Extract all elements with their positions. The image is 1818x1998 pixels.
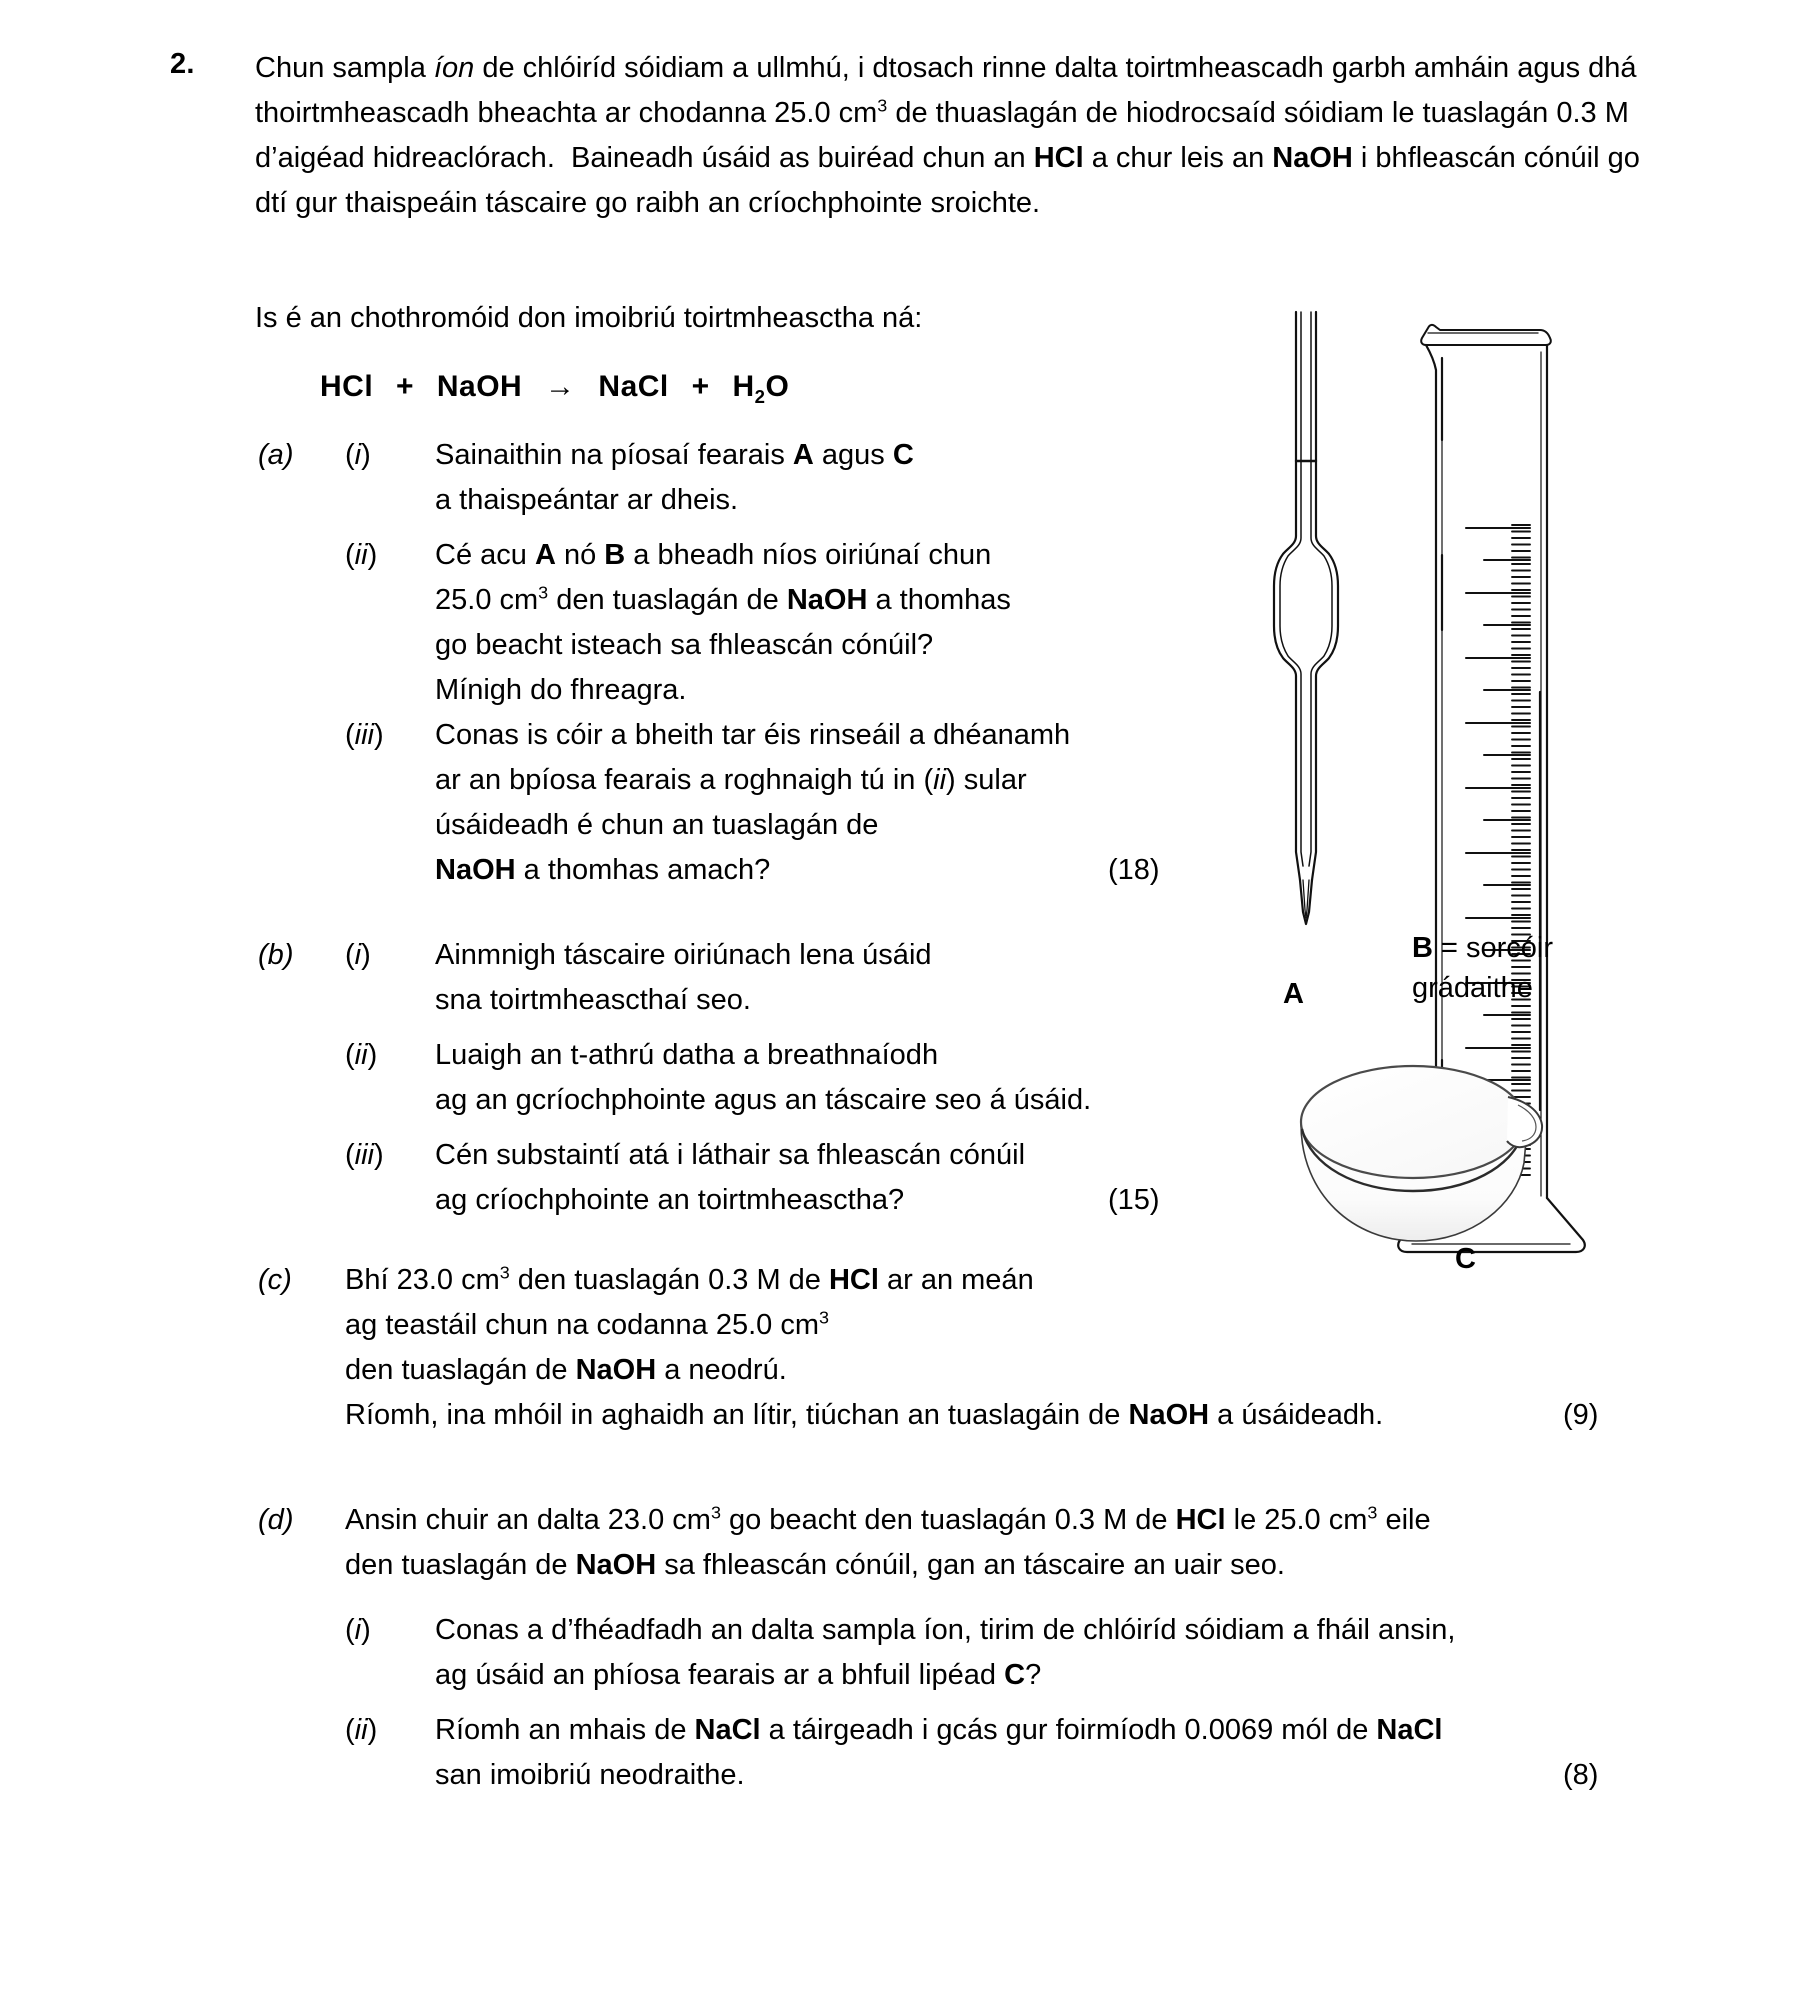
part-a-iii-text: Conas is cóir a bheith tar éis rinseáil a dhéanamh ar an bpíosa fearais a roghnaigh tú in (ii) sular úsáideadh é chun an tuaslagán de NaOH a thomhas amach? (435, 719, 1071, 886)
part-b-i-text: Ainmnigh táscaire oiriúnach lena úsáid sna toirtmheascthaí seo. (435, 939, 932, 1016)
part-d-ii-label: (ii) (345, 1714, 378, 1746)
part-d-i-text: Conas a d’fhéadfadh an dalta sampla íon, tirim de chlóiríd sóidiam a fháil ansin, ag úsáid an phíosa fearais ar a bhfuil lipéad C? (435, 1614, 1456, 1691)
label-b: B = sorcóir grádaithe (1412, 932, 1554, 1004)
part-b-iii-text: Cén substaintí atá i láthair sa fhleascán cónúil ag críochphointe an toirtmheasctha? (435, 1139, 1026, 1216)
apparatus-diagrams (1250, 300, 1610, 1300)
part-a-ii-text: Cé acu A nó B a bheadh níos oiriúnaí chun 25.0 $cm^3$ den tuaslagán de NaOH a thomhas go beacht isteach sa fhleascán cónúil? Mínigh do fhreagra. (435, 539, 1011, 706)
part-b-ii-text: Luaigh an t-athrú datha a breathnaíodh ag an gcríochphointe agus an táscaire seo á úsáid. (435, 1039, 1092, 1116)
part-a-i-text: Sainaithin na píosaí fearais A agus C a thaispeántar ar dheis. (435, 439, 914, 516)
part-b-label: (b) (258, 939, 294, 971)
apparatus-svg (1250, 300, 1610, 1300)
part-c-text: Bhí 23.0 $cm^3$ den tuaslagán 0.3 M de HCl ar an meán ag teastáil chun na codanna 25.0 $cm^3$ den tuaslagán de NaOH a neodrú. (345, 1262, 1034, 1386)
evaporating-dish-diagram (1301, 1066, 1542, 1241)
label-a: A (1283, 978, 1304, 1010)
part-d-ii-text: Ríomh an mhais de NaCl a táirgeadh i gcás gur foirmíodh 0.0069 mól de NaCl san imoibriú neodraithe. (435, 1714, 1443, 1791)
part-c-marks: (9) (1563, 1399, 1599, 1431)
balanced-equation: HCl + NaOH → NaCl + $H_2O$ (320, 370, 790, 407)
part-d-label: (d) (258, 1504, 294, 1536)
question-number: 2. (170, 48, 195, 80)
part-a-ii-label: (ii) (345, 539, 378, 571)
part-d-text: Ansin chuir an dalta 23.0 $cm^3$ go beacht den tuaslagán 0.3 M de HCl le 25.0 $cm^3$ eile den tuaslagán de NaOH sa fhleascán cónúil, gan an táscaire an uair seo. (345, 1502, 1431, 1581)
part-b-i-label: (i) (345, 939, 371, 971)
part-c-text-2: Ríomh, ina mhóil in aghaidh an lítir, tiúchan an tuaslagáin de NaOH a úsáideadh. (345, 1399, 1384, 1431)
part-c-label: (c) (258, 1264, 292, 1296)
part-b-marks: (15) (1108, 1184, 1160, 1216)
part-a-marks: (18) (1108, 854, 1160, 886)
label-c: C (1455, 1243, 1476, 1275)
part-a-iii-label: (iii) (345, 719, 384, 751)
question-intro-paragraph: Chun sampla íon de chlóiríd sóidiam a ullmhú, i dtosach rinne dalta toirtmheascadh garbh amháin agus dhá thoirtmheascadh bheachta ar chodanna 25.0 $cm^3$ de thuaslagán de hiodrocsaíd sóidiam le tuaslagán 0.3 M d’aigéad hidreaclórach. Baineadh úsáid as buiréad chun an HCl a chur leis an NaOH i bhfleascán cónúil go dtí gur thaispeáin táscaire go raibh an críochphointe sroichte. (255, 52, 1640, 219)
part-b-ii-label: (ii) (345, 1039, 378, 1071)
part-d-marks: (8) (1563, 1759, 1599, 1791)
pipette-diagram (1274, 312, 1338, 924)
equation-lead-in: Is é an chothromóid don imoibriú toirtmheasctha ná: (255, 302, 923, 334)
part-d-i-label: (i) (345, 1614, 371, 1646)
part-a-label: (a) (258, 439, 294, 471)
part-b-iii-label: (iii) (345, 1139, 384, 1171)
part-a-i-label: (i) (345, 439, 371, 471)
